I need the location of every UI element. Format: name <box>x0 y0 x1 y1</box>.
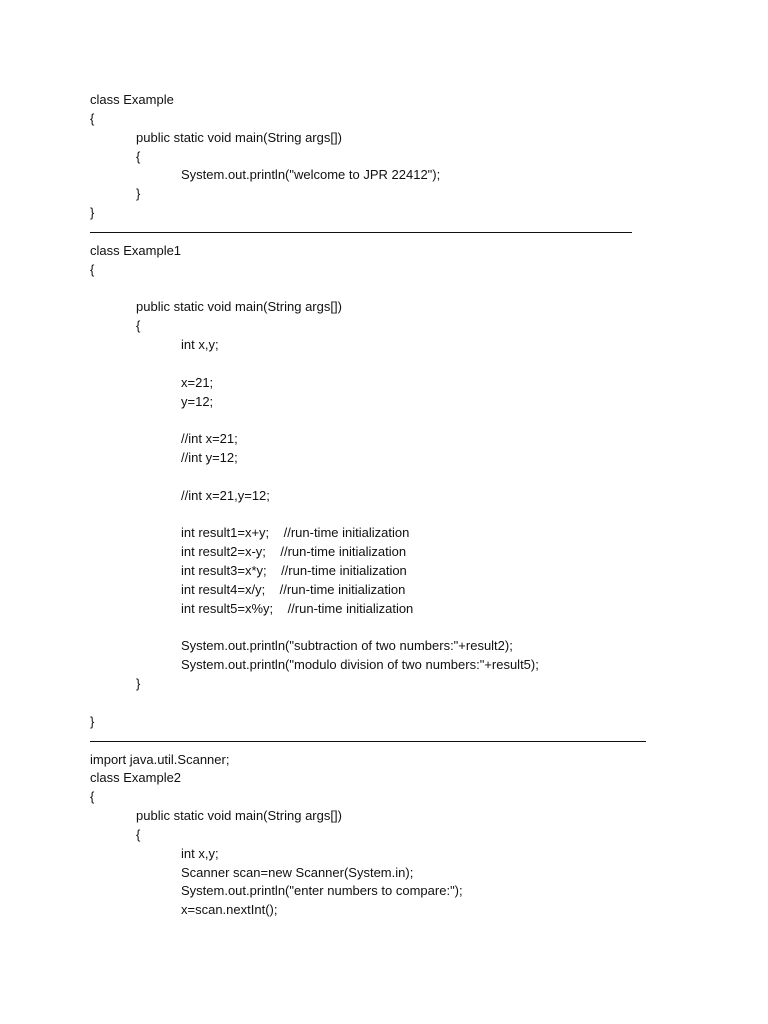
separator-line <box>90 223 690 242</box>
blank-line <box>90 468 690 487</box>
code-line: int result3=x*y; //run-time initialization <box>181 563 407 579</box>
blank-line <box>90 355 690 374</box>
code-line: { <box>136 148 141 164</box>
code-line: //int x=21,y=12; <box>181 487 270 503</box>
code-line: System.out.println("subtraction of two numbers:"+result2); <box>181 638 513 654</box>
code-line: public static void main(String args[]) <box>136 129 342 145</box>
blank-line <box>90 619 690 638</box>
code-line: //int y=12; <box>181 450 238 466</box>
code-line: public static void main(String args[]) <box>136 808 342 824</box>
code-line: class Example1 <box>90 242 182 258</box>
blank-line <box>90 694 690 713</box>
code-line: class Example2 <box>90 770 182 786</box>
code-line: { <box>136 318 141 334</box>
code-line: } <box>136 676 141 692</box>
code-line: x=21; <box>181 374 214 390</box>
code-line: } <box>136 186 141 202</box>
code-line: x=scan.nextInt(); <box>181 902 278 918</box>
code-line: int result4=x/y; //run-time initialization <box>181 581 406 597</box>
code-line: public static void main(String args[]) <box>136 299 342 315</box>
code-line: { <box>136 826 141 842</box>
code-line: } <box>90 205 95 221</box>
code-listing <box>90 91 690 920</box>
code-line: //int x=21; <box>181 431 238 447</box>
code-line: int x,y; <box>181 845 219 861</box>
code-line: int result2=x-y; //run-time initialization <box>181 544 407 560</box>
code-line: Scanner scan=new Scanner(System.in); <box>181 864 414 880</box>
code-line: System.out.println("welcome to JPR 22412"); <box>181 167 441 183</box>
code-line: { <box>90 261 95 277</box>
code-line: System.out.println("modulo division of two numbers:"+result5); <box>181 657 539 673</box>
code-line: int x,y; <box>181 336 219 352</box>
code-line: } <box>90 713 95 729</box>
blank-line <box>90 411 690 430</box>
code-line: int result1=x+y; //run-time initialization <box>181 525 410 541</box>
code-line: { <box>90 110 95 126</box>
code-line: class Example <box>90 92 174 107</box>
code-line: System.out.println("enter numbers to compare:"); <box>181 883 463 899</box>
separator-line <box>90 732 690 751</box>
code-line: y=12; <box>181 393 214 409</box>
blank-line <box>90 279 690 298</box>
blank-line <box>90 506 690 525</box>
code-line: import java.util.Scanner; <box>90 751 230 767</box>
code-line: { <box>90 789 95 805</box>
code-line: int result5=x%y; //run-time initialization <box>181 600 414 616</box>
